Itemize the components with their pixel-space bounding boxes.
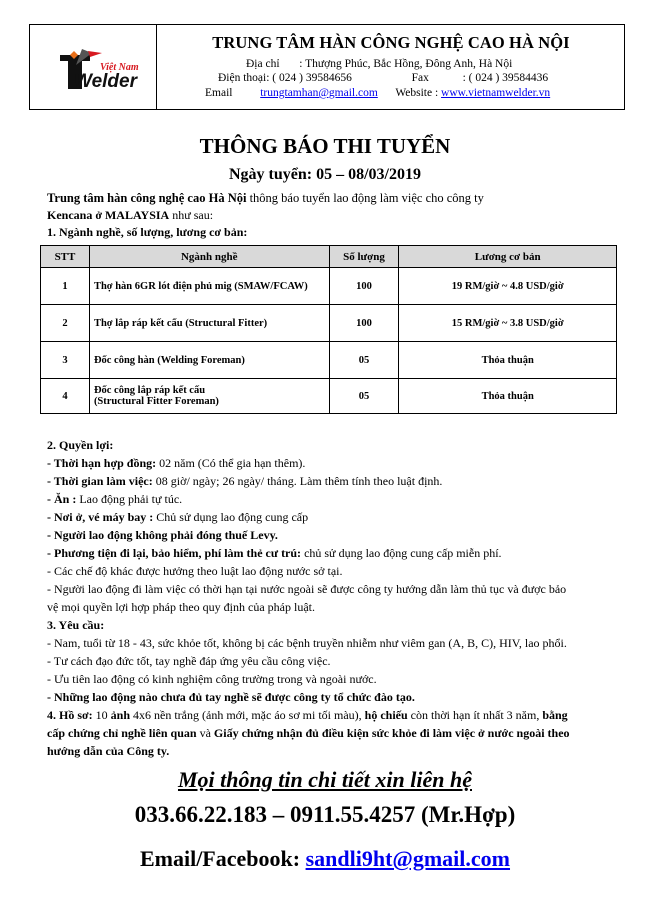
documents-line-2 xyxy=(47,725,622,741)
phone-text: Điện thoại: ( 024 ) 39584656 xyxy=(218,72,352,84)
cell-job: Đốc công hàn (Welding Foreman) xyxy=(89,342,329,379)
cell-stt: 2 xyxy=(41,305,90,342)
address-value: : Thượng Phúc, Bắc Hồng, Đông Anh, Hà Nội xyxy=(299,58,513,70)
requirement-item-bold: - Những lao động nào chưa đủ tay nghề sẽ được công ty tổ chức đào tạo. xyxy=(47,690,415,704)
cell-stt: 4 xyxy=(41,379,90,414)
phone-line xyxy=(218,71,548,85)
benefit-contract xyxy=(47,455,622,471)
benefits-heading xyxy=(47,437,622,453)
fax-value: : ( 024 ) 39584436 xyxy=(462,72,549,84)
cell-salary: 15 RM/giờ ~ 3.8 USD/giờ xyxy=(399,305,617,342)
benefit-housing xyxy=(47,509,622,525)
benefit-transport-text: chủ sử dụng lao động cung cấp miễn phí. xyxy=(301,546,502,560)
table-row xyxy=(41,305,617,342)
benefit-levy xyxy=(47,527,622,543)
cell-job: Thợ lắp ráp kết cấu (Structural Fitter) xyxy=(89,305,329,342)
requirements-heading xyxy=(47,617,622,633)
intro-text-2: như sau: xyxy=(169,208,214,222)
vietnam-welder-logo xyxy=(30,25,156,109)
header-stt: STT xyxy=(41,246,90,268)
website-link[interactable]: www.vietnamwelder.vn xyxy=(441,87,551,99)
documents-text-2: 4x6 nền trắng (ảnh mới, mặc áo sơ mi tối màu), xyxy=(130,708,365,722)
benefit-housing-label: - Nơi ở, vé máy bay : xyxy=(47,510,154,524)
header-qty: Số lượng xyxy=(329,246,399,268)
address-line xyxy=(246,57,512,71)
benefit-support-2: vệ mọi quyền lợi hợp pháp theo quy định của pháp luật. xyxy=(47,600,315,614)
website-label: Website : xyxy=(395,87,439,99)
logo-box xyxy=(30,25,157,109)
requirement-item: - Tư cách đạo đức tốt, tay nghề đáp ứng yêu cầu công việc. xyxy=(47,654,331,668)
documents-line-1 xyxy=(47,707,622,723)
contact-email-line xyxy=(0,846,650,872)
documents-line-3 xyxy=(47,743,622,759)
logo-text-top: Việt Nam xyxy=(100,62,139,73)
intro-line-2 xyxy=(47,207,622,223)
cell-stt: 1 xyxy=(41,268,90,305)
documents-passport: hộ chiếu xyxy=(364,708,408,722)
cell-job-line-1: Đốc công lắp ráp kết cấu xyxy=(93,385,206,396)
cell-job xyxy=(89,379,329,414)
cell-qty: 100 xyxy=(329,305,399,342)
email-label: Email xyxy=(205,87,233,99)
section1-heading xyxy=(47,224,622,240)
requirement-item: - Ưu tiên lao động có kinh nghiệm công trường trong và ngoài nước. xyxy=(47,672,377,686)
documents-and: và xyxy=(196,726,214,740)
jobs-table xyxy=(40,245,617,414)
benefit-other: - Các chế độ khác được hưởng theo luật lao động nước sở tại. xyxy=(47,564,343,578)
documents-health-cert: Giấy chứng nhận đủ điều kiện sức khỏe đi làm việc ở nước ngoài theo xyxy=(213,726,570,740)
section1-heading-text: 1. Ngành nghề, số lượng, lương cơ bản: xyxy=(47,225,248,239)
header-salary: Lương cơ bản xyxy=(399,246,617,268)
documents-label: 4. Hồ sơ: xyxy=(47,708,93,722)
email-line xyxy=(205,86,550,100)
recruitment-date: Ngày tuyển: 05 – 08/03/2019 xyxy=(229,166,421,183)
documents-text-3: còn thời hạn ít nhất 3 năm, xyxy=(407,708,543,722)
address-label: Địa chỉ xyxy=(246,58,280,70)
benefit-transport-label: - Phương tiện đi lại, bảo hiểm, phí làm thẻ cư trú: xyxy=(47,546,302,560)
benefit-transport xyxy=(47,545,622,561)
benefit-contract-text: 02 năm (Có thể gia hạn thêm). xyxy=(156,456,306,470)
cell-qty: 05 xyxy=(329,379,399,414)
benefit-food xyxy=(47,491,622,507)
org-name: TRUNG TÂM HÀN CÔNG NGHỆ CAO HÀ NỘI xyxy=(212,33,570,52)
documents-text-1: 10 xyxy=(92,708,111,722)
contact-heading: Mọi thông tin chi tiết xin liên hệ xyxy=(177,767,472,792)
table-row xyxy=(41,379,617,414)
cell-salary: 19 RM/giờ ~ 4.8 USD/giờ xyxy=(399,268,617,305)
benefit-contract-label: - Thời hạn hợp đồng: xyxy=(47,456,157,470)
cell-salary: Thỏa thuận xyxy=(399,342,617,379)
documents-cert-detail: cấp chứng chỉ nghề liên quan xyxy=(47,726,197,740)
benefit-levy-text: - Người lao động không phải đóng thuế Levy. xyxy=(47,528,278,542)
requirement-item xyxy=(47,689,622,705)
cell-stt: 3 xyxy=(41,342,90,379)
document-title: THÔNG BÁO THI TUYỂN xyxy=(199,134,451,158)
logo-text-main: Welder xyxy=(74,71,138,92)
intro-company: Kencana ở MALAYSIA xyxy=(47,208,170,222)
header-job: Ngành nghề xyxy=(89,246,329,268)
cell-salary: Thỏa thuận xyxy=(399,379,617,414)
documents-photos: ảnh xyxy=(110,708,131,722)
benefit-housing-text: Chủ sử dụng lao động cung cấp xyxy=(153,510,309,524)
documents-cert: bằng xyxy=(542,708,568,722)
benefit-support-1: - Người lao động đi làm việc có thời hạn tại nước ngoài sẽ được công ty hướng dẫn làm thủ tục và được bảo xyxy=(47,582,567,596)
intro-text-1: thông báo tuyển lao động làm việc cho công ty xyxy=(246,191,484,205)
requirements-heading-text: 3. Yêu cầu: xyxy=(47,618,105,632)
documents-guidance: hướng dẫn của Công ty. xyxy=(47,744,170,758)
contact-email-label: Email/Facebook: xyxy=(139,846,306,871)
requirement-item: - Nam, tuổi từ 18 - 43, sức khỏe tốt, không bị các bệnh truyền nhiễm như viêm gan (A, B, C), HIV, lao phổi. xyxy=(47,636,567,650)
benefit-hours-text: 08 giờ/ ngày; 26 ngày/ tháng. Làm thêm tính theo luật định. xyxy=(152,474,443,488)
intro-line-1 xyxy=(47,190,622,206)
table-row xyxy=(41,268,617,305)
table-row xyxy=(41,342,617,379)
benefit-food-text: Lao động phải tự túc. xyxy=(76,492,183,506)
intro-org: Trung tâm hàn công nghệ cao Hà Nội xyxy=(47,191,247,205)
letterhead xyxy=(29,24,625,110)
contact-phones: 033.66.22.183 – 0911.55.4257 (Mr.Hợp) xyxy=(134,802,516,827)
benefits-heading-text: 2. Quyền lợi: xyxy=(47,438,114,452)
benefit-food-label: - Ăn : xyxy=(47,492,77,506)
table-header-row xyxy=(41,246,617,268)
benefit-hours-label: - Thời gian làm việc: xyxy=(47,474,153,488)
cell-job-line-2: (Structural Fitter Foreman) xyxy=(93,396,219,407)
cell-qty: 100 xyxy=(329,268,399,305)
email-link[interactable]: trungtamhan@gmail.com xyxy=(260,87,378,99)
contact-email-link[interactable]: sandli9ht@gmail.com xyxy=(305,846,511,871)
cell-job: Thợ hàn 6GR lót điện phủ mig (SMAW/FCAW) xyxy=(89,268,329,305)
fax-label: Fax xyxy=(411,72,429,84)
cell-qty: 05 xyxy=(329,342,399,379)
benefit-hours xyxy=(47,473,622,489)
